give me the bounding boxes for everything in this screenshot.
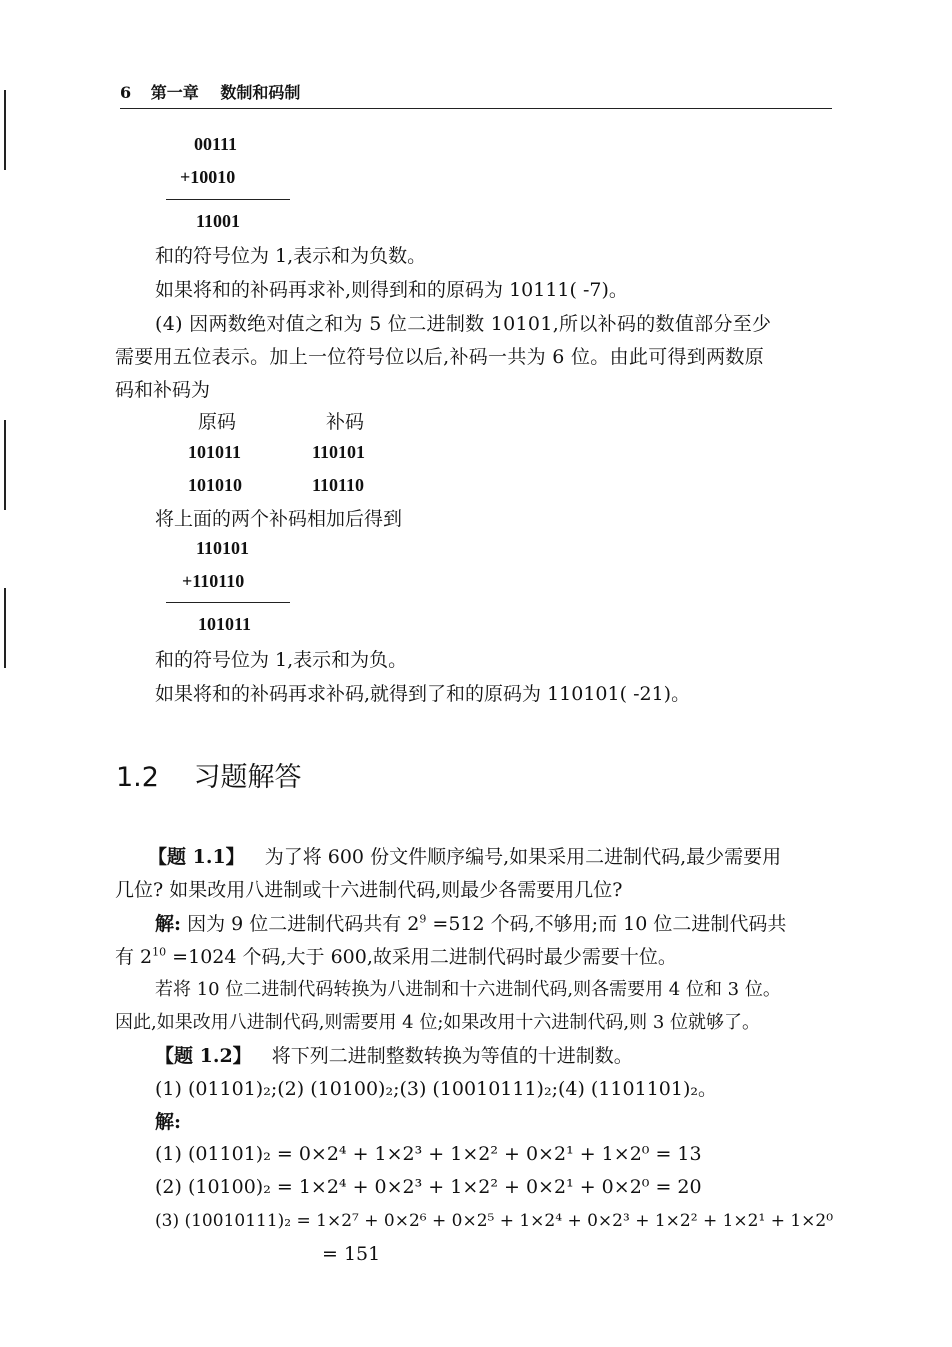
margin-bar — [4, 90, 6, 170]
text-sign-negative-2: 和的符号位为 1,表示和为负。 — [155, 649, 408, 671]
calc1-rule — [166, 199, 290, 200]
para4-line3: 码和补码为 — [115, 379, 211, 401]
calc1-sum: 11001 — [196, 211, 241, 231]
para4-line1: (4) 因两数绝对值之和为 5 位二进制数 10101,所以补码的数值部分至少 — [155, 313, 772, 335]
text-original-code-2: 如果将和的补码再求补码,就得到了和的原码为 110101( -21)。 — [155, 683, 691, 705]
text-original-code: 如果将和的补码再求补,则得到和的原码为 10111( -7)。 — [155, 279, 628, 301]
header-rule — [120, 108, 832, 109]
calc1-b: +10010 — [180, 167, 236, 187]
q1-answer-line4: 因此,如果改用八进制代码,则需要用 4 位;如果改用十六进制代码,则 3 位就够了。 — [115, 1012, 761, 1033]
col-header-complement: 补码 — [326, 411, 365, 433]
table-cell: 110110 — [312, 475, 365, 495]
q2-line1: 【题 1.2】 将下列二进制整数转换为等值的十进制数。 — [155, 1045, 633, 1067]
calc2-sum: 101011 — [198, 614, 252, 634]
q1-answer-line2: 有 $2^{10} =1024$ 个码,大于 600,故采用二进制代码时最少需要十位。 — [115, 945, 677, 968]
text-sign-negative: 和的符号位为 1,表示和为负数。 — [155, 245, 427, 267]
q1-answer-line3: 若将 10 位二进制代码转换为八进制和十六进制代码,则各需要用 4 位和 3 位。 — [155, 979, 781, 1000]
para4-line2: 需要用五位表示。加上一位符号位以后,补码一共为 6 位。由此可得到两数原 — [115, 346, 765, 368]
q2-eq3: (3) (10010111)₂ = 1×2⁷ + 0×2⁶ + 0×2⁵ + 1×2⁴ + 0×2³ + 1×2² + 1×2¹ + 1×2⁰ — [155, 1211, 834, 1231]
chapter-label: 第一章 — [150, 83, 199, 102]
q1-line2: 几位? 如果改用八进制或十六进制代码,则最少各需要用几位? — [115, 879, 623, 901]
table-cell: 101011 — [188, 442, 242, 462]
text-add-complements: 将上面的两个补码相加后得到 — [155, 508, 403, 530]
q1-answer-line1: 解: 因为 9 位二进制代码共有 $2^9 =512$ 个码,不够用;而 10 位二进制代码共 — [155, 912, 787, 935]
table-cell: 110101 — [312, 442, 366, 462]
running-header — [120, 80, 300, 103]
section-heading — [116, 755, 302, 794]
col-header-original: 原码 — [198, 411, 237, 433]
calc2-rule — [166, 602, 290, 603]
table-cell: 101010 — [188, 475, 242, 495]
section-number: 1.2 — [116, 762, 159, 793]
q1-line1: 【题 1.1】 为了将 600 份文件顺序编号,如果采用二进制代码,最少需要用 — [148, 846, 782, 868]
calc1-a: 00111 — [194, 134, 238, 154]
q2-answer-label: 解: — [155, 1111, 182, 1133]
answer-label: 解: — [155, 913, 182, 935]
q2-label: 【题 1.2】 — [155, 1045, 252, 1067]
calc2-b: +110110 — [182, 571, 245, 591]
calc2-a: 110101 — [196, 538, 250, 558]
margin-bar — [4, 588, 6, 668]
margin-bar — [4, 420, 6, 510]
q2-eq3-result: = 151 — [322, 1243, 381, 1265]
q2-eq1: (1) (01101)₂ = 0×2⁴ + 1×2³ + 1×2² + 0×2¹ + 1×2⁰ = 13 — [155, 1143, 702, 1165]
q2-items: (1) (01101)₂;(2) (10100)₂;(3) (10010111)₂;(4) (1101101)₂。 — [155, 1078, 717, 1100]
chapter-title: 数制和码制 — [220, 83, 301, 102]
section-title: 习题解答 — [193, 762, 302, 793]
page-number: 6 — [120, 83, 132, 102]
q1-label: 【题 1.1】 — [148, 846, 245, 868]
q2-eq2: (2) (10100)₂ = 1×2⁴ + 0×2³ + 1×2² + 0×2¹ + 0×2⁰ = 20 — [155, 1176, 702, 1198]
